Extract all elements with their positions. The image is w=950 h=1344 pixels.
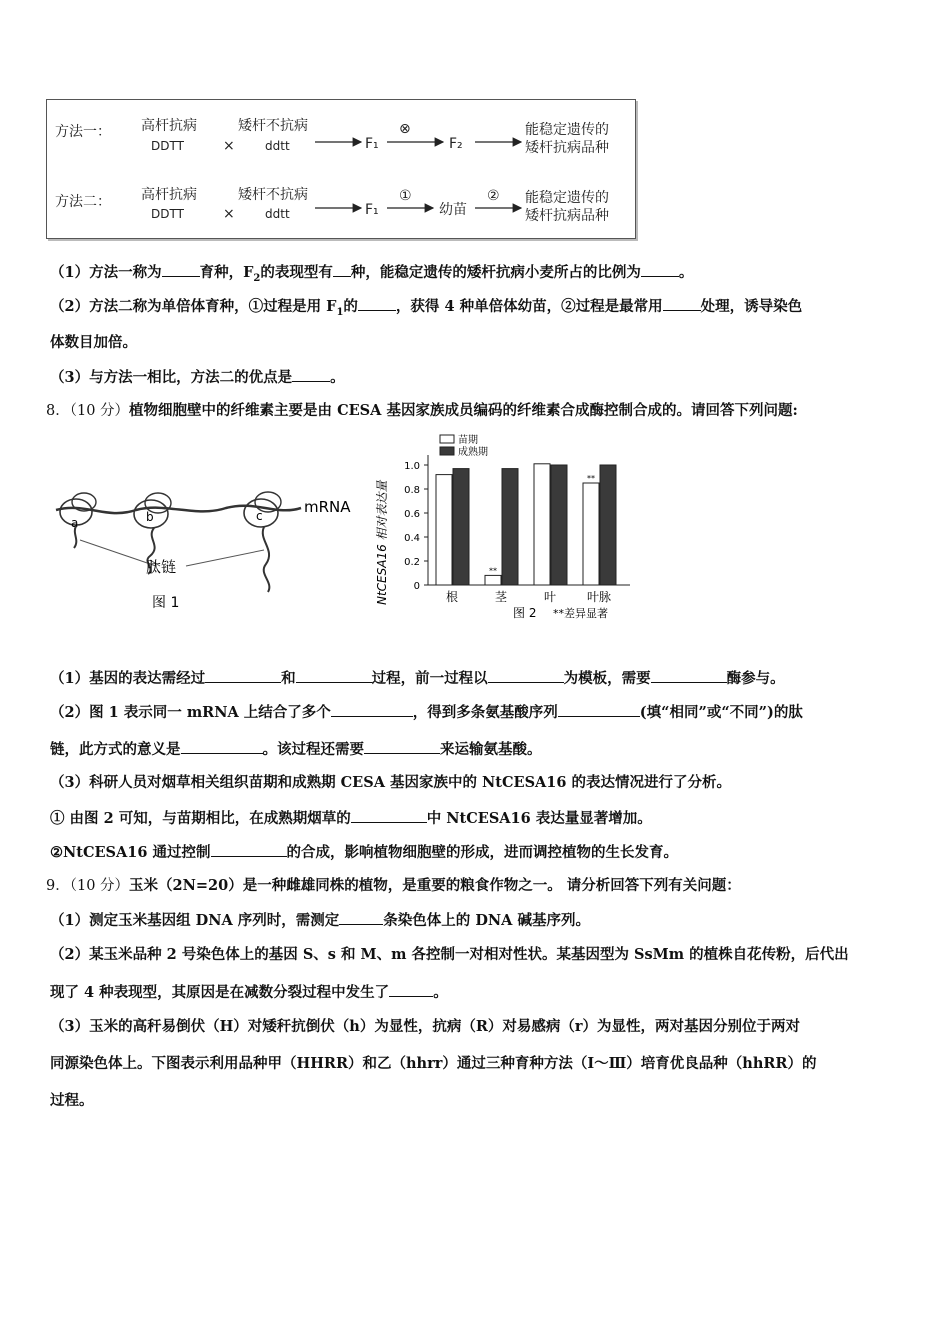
q9-part1: （1）测定玉米基因组 DNA 序列时，需测定 条染色体上的 DNA 碱基序列。 — [50, 912, 590, 929]
q9-part2-cont: 现了 4 种表现型，其原因是在减数分裂过程中发生了 。 — [50, 984, 448, 1001]
blank[interactable] — [331, 702, 413, 717]
y-tick-label: 0.8 — [404, 485, 420, 496]
ribosome-b-label: b — [146, 510, 154, 524]
q9-part2: （2）某玉米品种 2 号染色体上的基因 S、s 和 M、m 各控制一对相对性状。某基因型为 SsMm 的植株自花传粉，后代出 — [50, 946, 849, 963]
blank[interactable] — [296, 668, 372, 683]
cross-symbol: × — [223, 138, 235, 154]
q8-part2: （2）图 1 表示同一 mRNA 上结合了多个 ，得到多条氨基酸序列 (填“相同”或“不同”)的肽 — [50, 704, 803, 721]
method1-label: 方法一： — [55, 124, 111, 140]
peptide-label: 肽链 — [146, 558, 177, 576]
q9-part3-cont2: 过程。 — [50, 1092, 94, 1109]
bar-seedling — [485, 575, 501, 585]
bar-seedling — [583, 483, 599, 585]
significance-mark: ** — [587, 474, 595, 483]
y-tick-label: 1.0 — [404, 461, 420, 472]
figure-1-caption: 图 1 — [152, 595, 180, 611]
f1-label-2: F₁ — [365, 202, 379, 218]
result-line1-2: 能稳定遗传的 — [525, 190, 609, 206]
blank[interactable] — [651, 668, 727, 683]
blank[interactable] — [663, 296, 701, 311]
legend-label: 苗期 — [458, 435, 478, 446]
blank[interactable] — [389, 982, 433, 997]
legend-label: 成熟期 — [458, 447, 488, 458]
result-line2-2: 矮杆抗病品种 — [525, 208, 609, 224]
bar-mature — [551, 465, 567, 585]
parent2-name: 矮杆不抗病 — [238, 118, 308, 134]
ribosome-b — [134, 493, 171, 528]
blank[interactable] — [358, 296, 396, 311]
breeding-diagram — [46, 99, 636, 239]
q7-part2: （2）方法二称为单倍体育种，①过程是用 $F_1$的 ，获得 4 种单倍体幼苗，②过程是最常用 处理，诱导染色 — [50, 298, 803, 318]
q9-part3-cont: 同源染色体上。下图表示利用品种甲（HHRR）和乙（hhrr）通过三种育种方法（Ⅰ～Ⅲ）培育优良品种（hhRR）的 — [50, 1055, 817, 1072]
q8-part3: （3）科研人员对烟草相关组织苗期和成熟期 CESA 基因家族中的 NtCESA16 的表达情况进行了分析。 — [50, 774, 732, 791]
pointer-line-c — [186, 550, 264, 566]
parent1-genotype: DDTT — [151, 139, 184, 153]
q8-header: 8．（10 分）植物细胞壁中的纤维素主要是由 CESA 基因家族成员编码的纤维素合成酶控制合成的。请回答下列问题: — [46, 402, 798, 419]
peptide-a — [74, 526, 76, 548]
q7-part2-cont: 体数目加倍。 — [50, 334, 137, 351]
f1-label: F₁ — [365, 136, 379, 152]
blank[interactable] — [162, 262, 200, 277]
bar-mature — [453, 469, 469, 585]
legend-swatch — [440, 435, 454, 443]
parent1-name-2: 高杆抗病 — [141, 187, 197, 203]
cross-symbol-2: × — [223, 206, 235, 222]
parent1-genotype-2: DDTT — [151, 207, 184, 221]
legend-swatch — [440, 447, 454, 455]
significance-mark: ** — [489, 566, 497, 576]
ribosome-a — [60, 493, 96, 530]
chart-y-label: NtCESA16 相对表达量 — [375, 480, 389, 605]
y-tick-label: 0.2 — [404, 557, 420, 568]
bar-mature — [502, 469, 518, 585]
figure-1-polysome — [46, 432, 366, 622]
blank[interactable] — [558, 702, 640, 717]
parent2-genotype: ddtt — [265, 139, 290, 153]
x-tick-label: 茎 — [494, 590, 508, 604]
result-line1: 能稳定遗传的 — [525, 122, 609, 138]
chart-note: **差异显著 — [553, 607, 608, 620]
seedling-label: 幼苗 — [439, 202, 467, 218]
blank[interactable] — [333, 262, 351, 277]
blank[interactable] — [181, 739, 263, 754]
bar-seedling — [534, 464, 550, 585]
blank[interactable] — [351, 808, 427, 823]
blank[interactable] — [292, 367, 330, 382]
chart-title: 图 2 — [513, 606, 537, 620]
ribosome-c-label: c — [256, 509, 263, 523]
q7-part1: （1）方法一称为 育种，$F_2$的表现型有 种，能稳定遗传的矮杆抗病小麦所占的比例为 。 — [50, 264, 694, 284]
x-tick-label: 叶 — [543, 590, 557, 604]
q8-part3a: ① 由图 2 可知，与苗期相比，在成熟期烟草的 中 NtCESA16 表达量显著增加。 — [50, 810, 652, 827]
peptide-c — [263, 527, 270, 592]
x-tick-label: 叶脉 — [586, 590, 612, 604]
q9-header: 9．（10 分）玉米（2N=20）是一种雌雄同株的植物，是重要的粮食作物之一。 请分析回答下列有关问题： — [46, 877, 741, 894]
mrna-label: mRNA — [304, 498, 351, 516]
selfing-symbol: ⊗ — [399, 121, 411, 137]
ribosome-a-label: a — [71, 516, 79, 530]
x-tick-label: 根 — [445, 590, 459, 604]
step2-symbol: ② — [487, 188, 500, 204]
bar-seedling — [436, 475, 452, 585]
pointer-line-a — [80, 540, 156, 566]
y-tick-label: 0 — [413, 581, 420, 592]
blank[interactable] — [364, 739, 440, 754]
blank[interactable] — [339, 910, 383, 925]
blank[interactable] — [205, 668, 281, 683]
y-tick-label: 0.6 — [404, 509, 420, 520]
blank[interactable] — [641, 262, 679, 277]
f2-label: F₂ — [449, 136, 463, 152]
breeding-diagram-svg — [47, 100, 635, 238]
ribosome-c — [244, 492, 281, 527]
q8-part1: （1）基因的表达需经过 和 过程，前一过程以 为模板，需要 酶参与。 — [50, 670, 785, 687]
blank[interactable] — [211, 842, 287, 857]
q8-part3b: ②NtCESA16 通过控制 的合成，影响植物细胞壁的形成，进而调控植物的生长发育。 — [50, 844, 678, 861]
y-tick-label: 0.4 — [404, 533, 420, 544]
bar-mature — [600, 465, 616, 585]
q8-part2-cont: 链，此方式的意义是 。该过程还需要 来运输氨基酸。 — [50, 741, 542, 758]
figure-2-chart — [368, 425, 648, 625]
result-line2: 矮杆抗病品种 — [525, 140, 609, 156]
method2-label: 方法二： — [55, 194, 111, 210]
parent2-genotype-2: ddtt — [265, 207, 290, 221]
q7-part3: （3）与方法一相比，方法二的优点是 。 — [50, 369, 345, 386]
step1-symbol: ① — [399, 188, 412, 204]
parent1-name: 高杆抗病 — [141, 118, 197, 134]
parent2-name-2: 矮杆不抗病 — [238, 187, 308, 203]
q9-part3: （3）玉米的高秆易倒伏（H）对矮秆抗倒伏（h）为显性，抗病（R）对易感病（r）为显性，两对基因分别位于两对 — [50, 1018, 801, 1035]
blank[interactable] — [488, 668, 564, 683]
